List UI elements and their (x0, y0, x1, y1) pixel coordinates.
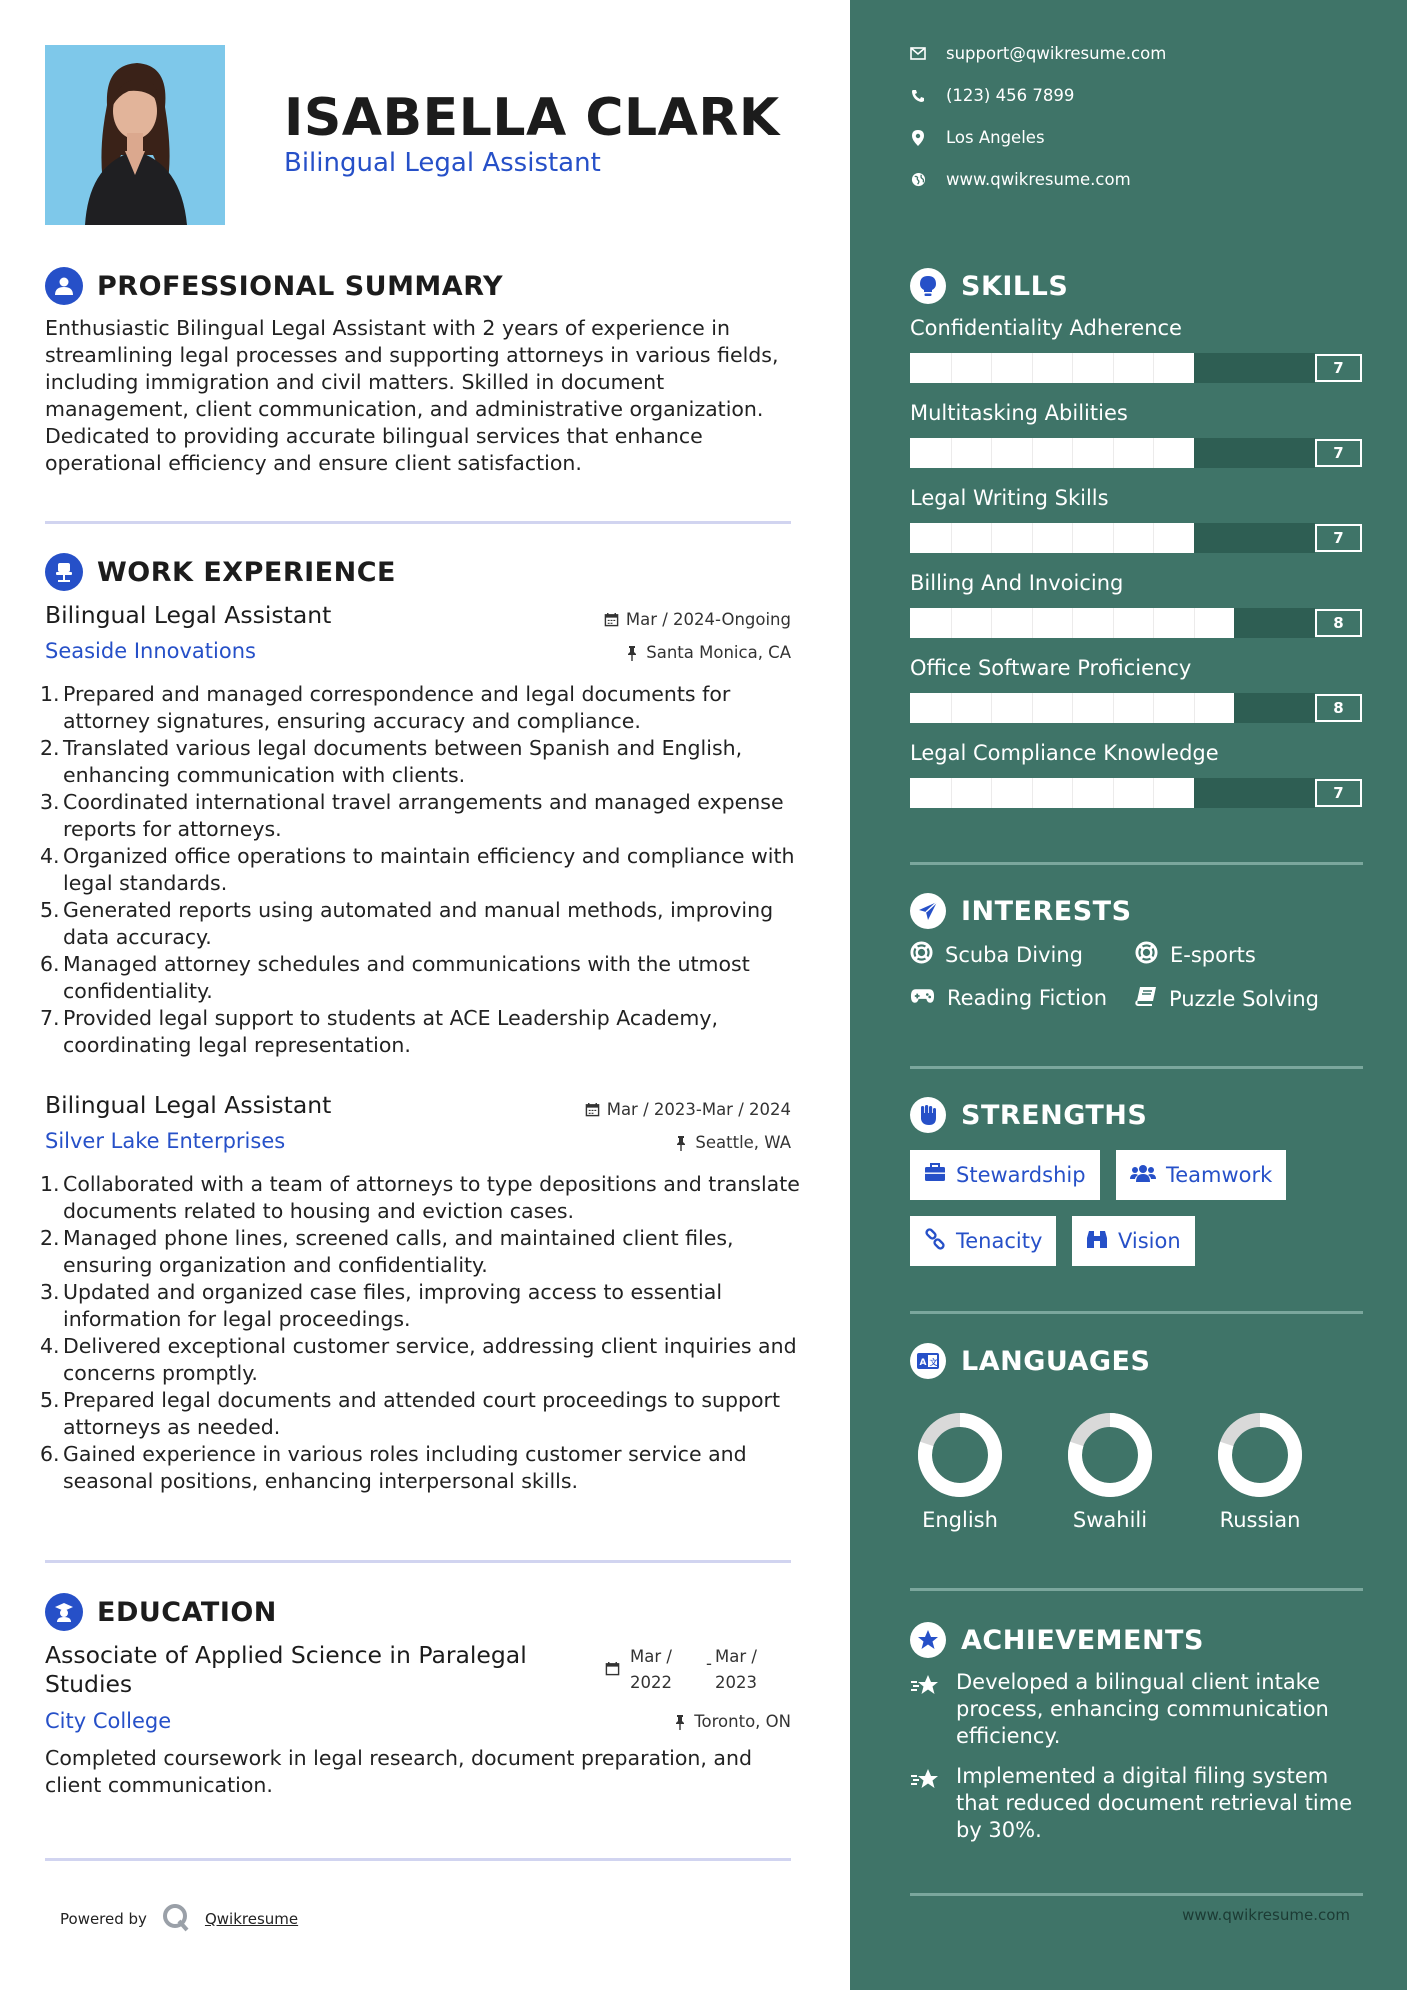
skill-bar (910, 693, 1362, 723)
divider (45, 521, 791, 524)
languages-title: LANGUAGES (961, 1345, 1151, 1377)
strength-chip (910, 1216, 1056, 1266)
user-icon (45, 267, 83, 305)
skill-bar-segment (1153, 523, 1154, 553)
job-location-text: Seattle, WA (695, 1133, 791, 1152)
degree-line-2: Studies (45, 1670, 133, 1698)
footer-website[interactable]: www.qwikresume.com (1182, 1906, 1350, 1924)
skill-bar-segment (1032, 608, 1033, 638)
interest-label: Puzzle Solving (1169, 986, 1319, 1011)
skill-bar (910, 523, 1362, 553)
job-date (585, 1100, 791, 1119)
skill-bar-segment (951, 693, 952, 723)
skill-bar-segment (951, 438, 952, 468)
skill-bar-segment (1153, 608, 1154, 638)
strength-chip (910, 1150, 1100, 1200)
language-label: English (922, 1508, 998, 1532)
list-item: 6. Managed attorney schedules and communications with the utmost confidentiality. (40, 952, 750, 1003)
skill-bar-segment (1072, 353, 1073, 383)
list-item: 2. Managed phone lines, screened calls, and maintained client files, ensuring organization and confidentiality. (40, 1226, 734, 1277)
job-company: Seaside Innovations (45, 639, 256, 663)
list-item: 4. Organized office operations to maintain efficiency and compliance with legal standards. (40, 844, 795, 895)
interest-label: Reading Fiction (947, 986, 1108, 1010)
skill-bar (910, 778, 1362, 808)
office-chair-icon (45, 553, 83, 591)
map-marker-icon (910, 130, 926, 146)
language-donut (910, 1405, 1010, 1505)
skill-bar-segment (991, 523, 992, 553)
job-title: Bilingual Legal Assistant (45, 601, 332, 629)
achievements-heading (910, 1622, 1204, 1658)
list-item: 4. Delivered exceptional customer service, addressing client inquiries and concerns promptly. (40, 1334, 797, 1385)
globe-icon (910, 172, 926, 188)
list-item: 3. Updated and organized case files, improving access to essential information for legal proceedings. (40, 1280, 723, 1331)
star-icon (910, 1669, 944, 1750)
skill-bar-track (910, 523, 1315, 553)
skill-bar-track (910, 778, 1315, 808)
skill-bar-segment (1153, 353, 1154, 383)
powered-by-text: Powered by (60, 1910, 147, 1928)
skill-score: 7 (1315, 439, 1362, 467)
strength-label: Teamwork (1166, 1163, 1273, 1187)
calendar-icon (604, 612, 620, 628)
job-location (624, 643, 791, 662)
job-title: Bilingual Legal Assistant (45, 1091, 332, 1119)
interest-label: Scuba Diving (945, 943, 1083, 967)
skills-heading (910, 268, 1068, 304)
skill-bar-segment (1113, 438, 1114, 468)
skill-bar-segment (1113, 693, 1114, 723)
gamepad-icon (910, 986, 935, 1010)
skill-label: Office Software Proficiency (910, 656, 1192, 680)
skill-bar-segment (991, 608, 992, 638)
list-item: 3. Coordinated international travel arrangements and managed expense reports for attorneys. (40, 790, 784, 841)
contact-location (910, 128, 1045, 147)
skill-bar-segment (1113, 608, 1114, 638)
skill-bar-segment (1113, 353, 1114, 383)
link-icon (924, 1228, 946, 1255)
skill-bar-segment (1032, 353, 1033, 383)
divider (910, 862, 1363, 865)
divider (910, 1588, 1363, 1591)
powered-by (60, 1902, 298, 1936)
skill-score: 7 (1315, 354, 1362, 382)
contact-phone[interactable] (910, 86, 1074, 105)
pin-icon (673, 1135, 689, 1151)
calendar-icon (585, 1102, 601, 1118)
skill-bar-track (910, 438, 1315, 468)
skill-score: 8 (1315, 609, 1362, 637)
education-location-text: Toronto, ON (694, 1712, 791, 1731)
list-item: 5. Prepared legal documents and attended court proceedings to support attorneys as needed. (40, 1388, 781, 1439)
summary-title: PROFESSIONAL SUMMARY (97, 270, 504, 302)
summary-heading (45, 267, 503, 305)
divider (45, 1560, 791, 1563)
job-location (673, 1133, 791, 1152)
skill-bar (910, 353, 1362, 383)
divider (45, 1858, 791, 1861)
achievement-text: Implemented a digital filing system that reduced document retrieval time by 30%. (956, 1764, 1353, 1842)
skills-title: SKILLS (961, 270, 1069, 302)
skill-bar (910, 608, 1362, 638)
language-item (1060, 1405, 1160, 1532)
education-location (672, 1712, 791, 1731)
education-title: EDUCATION (97, 1596, 277, 1628)
skill-bar-segment (1153, 693, 1154, 723)
skill-bar-segment (1194, 693, 1195, 723)
education-date-start: Mar / 2022 (630, 1647, 672, 1692)
skill-label: Confidentiality Adherence (910, 316, 1182, 340)
summary-text: Enthusiastic Bilingual Legal Assistant with 2 years of experience in streamlining legal processes and supporting attorneys in various fields, including immigration and civil matters. Skilled in document management, client communication, and administrative organization. Dedicated to providing accurate bilingual services that enhance operational efficiency and ensure client satisfaction. (45, 316, 779, 475)
skill-bar-segment (951, 353, 952, 383)
skill-bar (910, 438, 1362, 468)
briefcase-icon (924, 1163, 946, 1187)
list-item: 2. Translated various legal documents between Spanish and English, enhancing communication with clients. (40, 736, 743, 787)
candidate-name: ISABELLA CLARK (284, 88, 780, 148)
date-separator: - (706, 1654, 712, 1673)
list-item: 6. Gained experience in various roles including customer service and seasonal positions, enhancing interpersonal skills. (40, 1442, 747, 1493)
envelope-icon (910, 46, 926, 62)
star-badge-icon (910, 1622, 946, 1658)
achievement-text: Developed a bilingual client intake process, enhancing communication efficiency. (956, 1670, 1329, 1748)
job-date-text: Mar / 2024-Ongoing (625, 610, 791, 629)
languages-heading (910, 1343, 1150, 1379)
contact-email[interactable] (910, 44, 1166, 63)
skill-label: Billing And Invoicing (910, 571, 1124, 595)
interest-item (1135, 986, 1319, 1011)
skill-bar-segment (991, 778, 992, 808)
svg-text:A: A (919, 1358, 927, 1368)
education-text: Completed coursework in legal research, document preparation, and client communication. (45, 1746, 752, 1797)
skill-bar-segment (1113, 523, 1114, 553)
book-icon (1135, 986, 1157, 1011)
skill-bar-segment (1032, 523, 1033, 553)
strengths-heading (910, 1097, 1147, 1133)
skill-label: Legal Writing Skills (910, 486, 1109, 510)
fist-icon (910, 1097, 946, 1133)
job-bullets (40, 681, 800, 1059)
achievement-item (910, 1763, 1370, 1844)
skill-bar-segment (951, 608, 952, 638)
experience-heading (45, 553, 396, 591)
job-date-text: Mar / 2023-Mar / 2024 (606, 1100, 791, 1119)
list-item: 1. Prepared and managed correspondence and legal documents for attorney signatures, ensuring accuracy and compliance. (40, 682, 731, 733)
strength-label: Vision (1118, 1229, 1181, 1253)
skill-bar-segment (991, 438, 992, 468)
school-name: City College (45, 1709, 172, 1733)
skill-label: Multitasking Abilities (910, 401, 1128, 425)
experience-title: WORK EXPERIENCE (97, 556, 396, 588)
language-label: Swahili (1072, 1508, 1148, 1532)
divider (910, 1893, 1363, 1896)
sidebar (850, 0, 1407, 1990)
star-icon (910, 1763, 944, 1844)
contact-website-text: www.qwikresume.com (946, 170, 1131, 189)
interests-title: INTERESTS (961, 895, 1132, 927)
language-donut (1060, 1405, 1160, 1505)
graduate-icon (45, 1593, 83, 1631)
strength-chip (1116, 1150, 1286, 1200)
contact-location-text: Los Angeles (946, 128, 1045, 147)
list-item: 7. Provided legal support to students at ACE Leadership Academy, coordinating legal representation. (40, 1006, 718, 1057)
qwikresume-logo-icon (161, 1902, 191, 1936)
skill-bar-segment (1072, 438, 1073, 468)
list-item: 1. Collaborated with a team of attorneys to type depositions and translate documents related to housing and eviction cases. (40, 1172, 800, 1223)
language-item (910, 1405, 1010, 1532)
phone-icon (910, 88, 926, 104)
job-location-text: Santa Monica, CA (646, 643, 791, 662)
calendar-icon (604, 1660, 620, 1676)
job-date (604, 610, 791, 629)
language-item (1210, 1405, 1310, 1532)
education-heading (45, 1593, 277, 1631)
skill-bar-track (910, 353, 1315, 383)
interest-label: E-sports (1170, 943, 1256, 967)
skill-bar-segment (991, 693, 992, 723)
contact-phone-text: (123) 456 7899 (946, 86, 1075, 105)
job-company: Silver Lake Enterprises (45, 1129, 286, 1153)
skill-bar-segment (1032, 778, 1033, 808)
skill-score: 7 (1315, 779, 1362, 807)
svg-text:文: 文 (929, 1358, 938, 1367)
skill-bar-segment (1113, 778, 1114, 808)
skill-bar-segment (1153, 438, 1154, 468)
profile-photo (45, 45, 225, 225)
divider (910, 1311, 1363, 1314)
contact-website[interactable] (910, 170, 1131, 189)
interests-heading (910, 893, 1132, 929)
strength-label: Tenacity (956, 1229, 1043, 1253)
strengths-title: STRENGTHS (961, 1099, 1148, 1131)
achievements-title: ACHIEVEMENTS (961, 1624, 1204, 1656)
degree-line-1: Associate of Applied Science in Paralegal (45, 1641, 527, 1669)
skill-bar-segment (951, 778, 952, 808)
skill-bar-segment (1032, 438, 1033, 468)
skill-bar-fill (910, 353, 1194, 383)
candidate-role: Bilingual Legal Assistant (284, 148, 601, 178)
skill-bar-segment (1153, 778, 1154, 808)
life-ring-icon (1135, 941, 1158, 969)
skill-bar-segment (1072, 693, 1073, 723)
skill-bar-fill (910, 438, 1194, 468)
job-bullets (40, 1171, 800, 1495)
lightbulb-icon (910, 268, 946, 304)
strength-label: Stewardship (956, 1163, 1086, 1187)
translate-icon (910, 1343, 946, 1379)
education-date-end: Mar / 2023 (715, 1647, 757, 1692)
skill-bar-segment (1072, 778, 1073, 808)
skill-bar-segment (1194, 608, 1195, 638)
binoculars-icon (1086, 1228, 1108, 1255)
qwikresume-link[interactable]: Qwikresume (204, 1910, 299, 1928)
strength-chip (1072, 1216, 1195, 1266)
users-icon (1130, 1163, 1156, 1188)
skill-bar-track (910, 693, 1315, 723)
skill-bar-segment (1072, 523, 1073, 553)
contact-email-text: support@qwikresume.com (946, 44, 1167, 63)
skill-score: 8 (1315, 694, 1362, 722)
life-ring-icon (910, 941, 933, 969)
skill-bar-fill (910, 778, 1194, 808)
skill-label: Legal Compliance Knowledge (910, 741, 1219, 765)
skill-bar-segment (1032, 693, 1033, 723)
skill-bar-segment (991, 353, 992, 383)
skill-bar-fill (910, 523, 1194, 553)
interest-item (910, 986, 1107, 1010)
skill-bar-segment (951, 523, 952, 553)
interest-item (1135, 941, 1256, 969)
language-label: Russian (1219, 1508, 1301, 1532)
divider (910, 1066, 1363, 1069)
skill-bar-segment (1072, 608, 1073, 638)
achievement-item (910, 1669, 1370, 1750)
paper-plane-icon (910, 893, 946, 929)
pin-icon (672, 1714, 688, 1730)
skill-score: 7 (1315, 524, 1362, 552)
language-donut (1210, 1405, 1310, 1505)
interest-item (910, 941, 1083, 969)
list-item: 5. Generated reports using automated and manual methods, improving data accuracy. (40, 898, 774, 949)
skill-bar-track (910, 608, 1315, 638)
pin-icon (624, 645, 640, 661)
